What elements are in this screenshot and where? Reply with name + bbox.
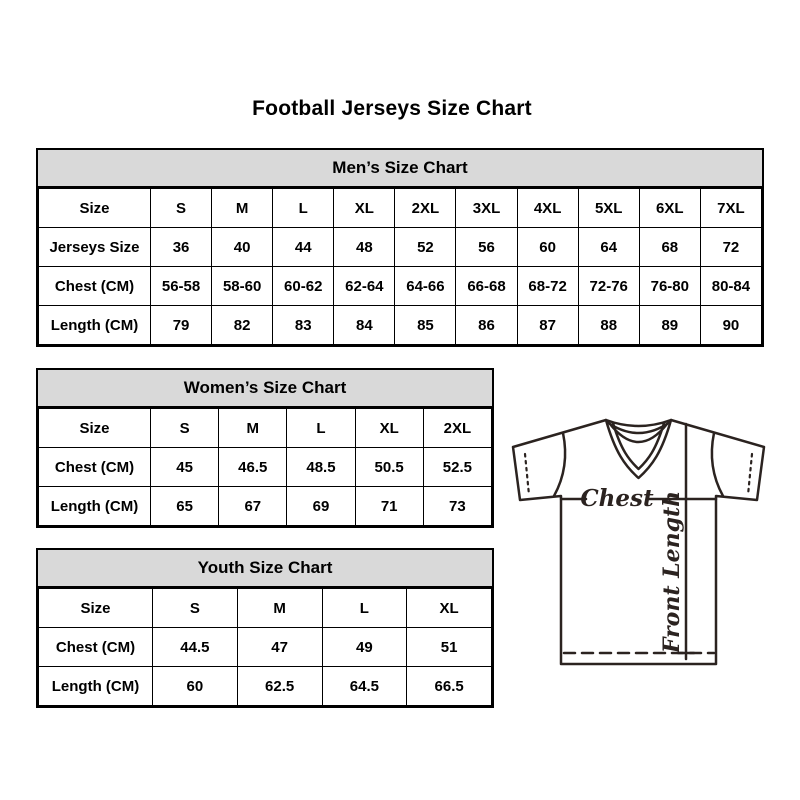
size-value-cell: 66.5 xyxy=(407,667,492,706)
chest-label: Chest xyxy=(580,485,654,512)
table-row xyxy=(39,448,492,487)
column-header: 3XL xyxy=(456,189,517,228)
column-header: L xyxy=(287,409,355,448)
row-label: Length (CM) xyxy=(39,306,151,345)
size-value-cell: 84 xyxy=(334,306,395,345)
size-value-cell: 71 xyxy=(355,487,423,526)
size-value-cell: 83 xyxy=(273,306,334,345)
size-value-cell: 52 xyxy=(395,228,456,267)
column-header: S xyxy=(151,189,212,228)
page-title: Football Jerseys Size Chart xyxy=(252,97,532,120)
jersey-measurement-diagram xyxy=(498,392,773,687)
size-value-cell: 67 xyxy=(219,487,287,526)
size-value-cell: 48.5 xyxy=(287,448,355,487)
header-row xyxy=(39,409,492,448)
size-value-cell: 40 xyxy=(212,228,273,267)
column-header: L xyxy=(322,589,407,628)
row-label: Jerseys Size xyxy=(39,228,151,267)
size-value-cell: 76-80 xyxy=(639,267,700,306)
size-header-label: Size xyxy=(39,589,153,628)
size-value-cell: 64-66 xyxy=(395,267,456,306)
size-value-cell: 60 xyxy=(517,228,578,267)
size-value-cell: 90 xyxy=(700,306,761,345)
table-row xyxy=(39,667,492,706)
size-value-cell: 72-76 xyxy=(578,267,639,306)
column-header: S xyxy=(151,409,219,448)
row-label: Chest (CM) xyxy=(39,628,153,667)
column-header: 7XL xyxy=(700,189,761,228)
column-header: M xyxy=(237,589,322,628)
size-value-cell: 51 xyxy=(407,628,492,667)
column-header: 2XL xyxy=(423,409,491,448)
size-value-cell: 79 xyxy=(151,306,212,345)
youth-chart-banner: Youth Size Chart xyxy=(38,550,492,588)
womens-chart-banner: Women’s Size Chart xyxy=(38,370,492,408)
mens-size-table xyxy=(38,188,762,345)
size-value-cell: 86 xyxy=(456,306,517,345)
column-header: XL xyxy=(334,189,395,228)
mens-chart-banner: Men’s Size Chart xyxy=(38,150,762,188)
size-value-cell: 68-72 xyxy=(517,267,578,306)
size-value-cell: 69 xyxy=(287,487,355,526)
size-value-cell: 46.5 xyxy=(219,448,287,487)
size-value-cell: 44.5 xyxy=(153,628,238,667)
size-value-cell: 80-84 xyxy=(700,267,761,306)
youth-size-chart xyxy=(36,548,494,708)
size-value-cell: 64 xyxy=(578,228,639,267)
row-label: Chest (CM) xyxy=(39,267,151,306)
column-header: 2XL xyxy=(395,189,456,228)
size-header-label: Size xyxy=(39,189,151,228)
size-value-cell: 45 xyxy=(151,448,219,487)
size-value-cell: 62-64 xyxy=(334,267,395,306)
column-header: 6XL xyxy=(639,189,700,228)
size-value-cell: 65 xyxy=(151,487,219,526)
row-label: Length (CM) xyxy=(39,487,151,526)
size-value-cell: 52.5 xyxy=(423,448,491,487)
header-row xyxy=(39,589,492,628)
womens-size-table xyxy=(38,408,492,526)
size-value-cell: 73 xyxy=(423,487,491,526)
mens-size-chart xyxy=(36,148,764,347)
size-value-cell: 62.5 xyxy=(237,667,322,706)
size-value-cell: 88 xyxy=(578,306,639,345)
size-value-cell: 89 xyxy=(639,306,700,345)
size-value-cell: 56 xyxy=(456,228,517,267)
column-header: M xyxy=(219,409,287,448)
size-value-cell: 50.5 xyxy=(355,448,423,487)
table-row xyxy=(39,267,762,306)
size-value-cell: 87 xyxy=(517,306,578,345)
size-value-cell: 60-62 xyxy=(273,267,334,306)
column-header: XL xyxy=(355,409,423,448)
size-value-cell: 66-68 xyxy=(456,267,517,306)
size-value-cell: 85 xyxy=(395,306,456,345)
size-value-cell: 82 xyxy=(212,306,273,345)
size-value-cell: 68 xyxy=(639,228,700,267)
size-value-cell: 36 xyxy=(151,228,212,267)
size-value-cell: 72 xyxy=(700,228,761,267)
size-value-cell: 49 xyxy=(322,628,407,667)
jersey-outline xyxy=(513,420,764,664)
column-header: 5XL xyxy=(578,189,639,228)
table-row xyxy=(39,306,762,345)
front-length-label: Front Length xyxy=(659,490,685,654)
column-header: XL xyxy=(407,589,492,628)
size-value-cell: 56-58 xyxy=(151,267,212,306)
size-value-cell: 48 xyxy=(334,228,395,267)
row-label: Chest (CM) xyxy=(39,448,151,487)
table-row xyxy=(39,628,492,667)
size-value-cell: 58-60 xyxy=(212,267,273,306)
size-value-cell: 60 xyxy=(153,667,238,706)
youth-size-table xyxy=(38,588,492,706)
table-row xyxy=(39,228,762,267)
size-value-cell: 47 xyxy=(237,628,322,667)
row-label: Length (CM) xyxy=(39,667,153,706)
size-header-label: Size xyxy=(39,409,151,448)
womens-size-chart xyxy=(36,368,494,528)
table-row xyxy=(39,487,492,526)
size-value-cell: 44 xyxy=(273,228,334,267)
column-header: M xyxy=(212,189,273,228)
column-header: S xyxy=(153,589,238,628)
column-header: 4XL xyxy=(517,189,578,228)
column-header: L xyxy=(273,189,334,228)
header-row xyxy=(39,189,762,228)
jersey-diagram-svg xyxy=(498,392,773,687)
size-value-cell: 64.5 xyxy=(322,667,407,706)
